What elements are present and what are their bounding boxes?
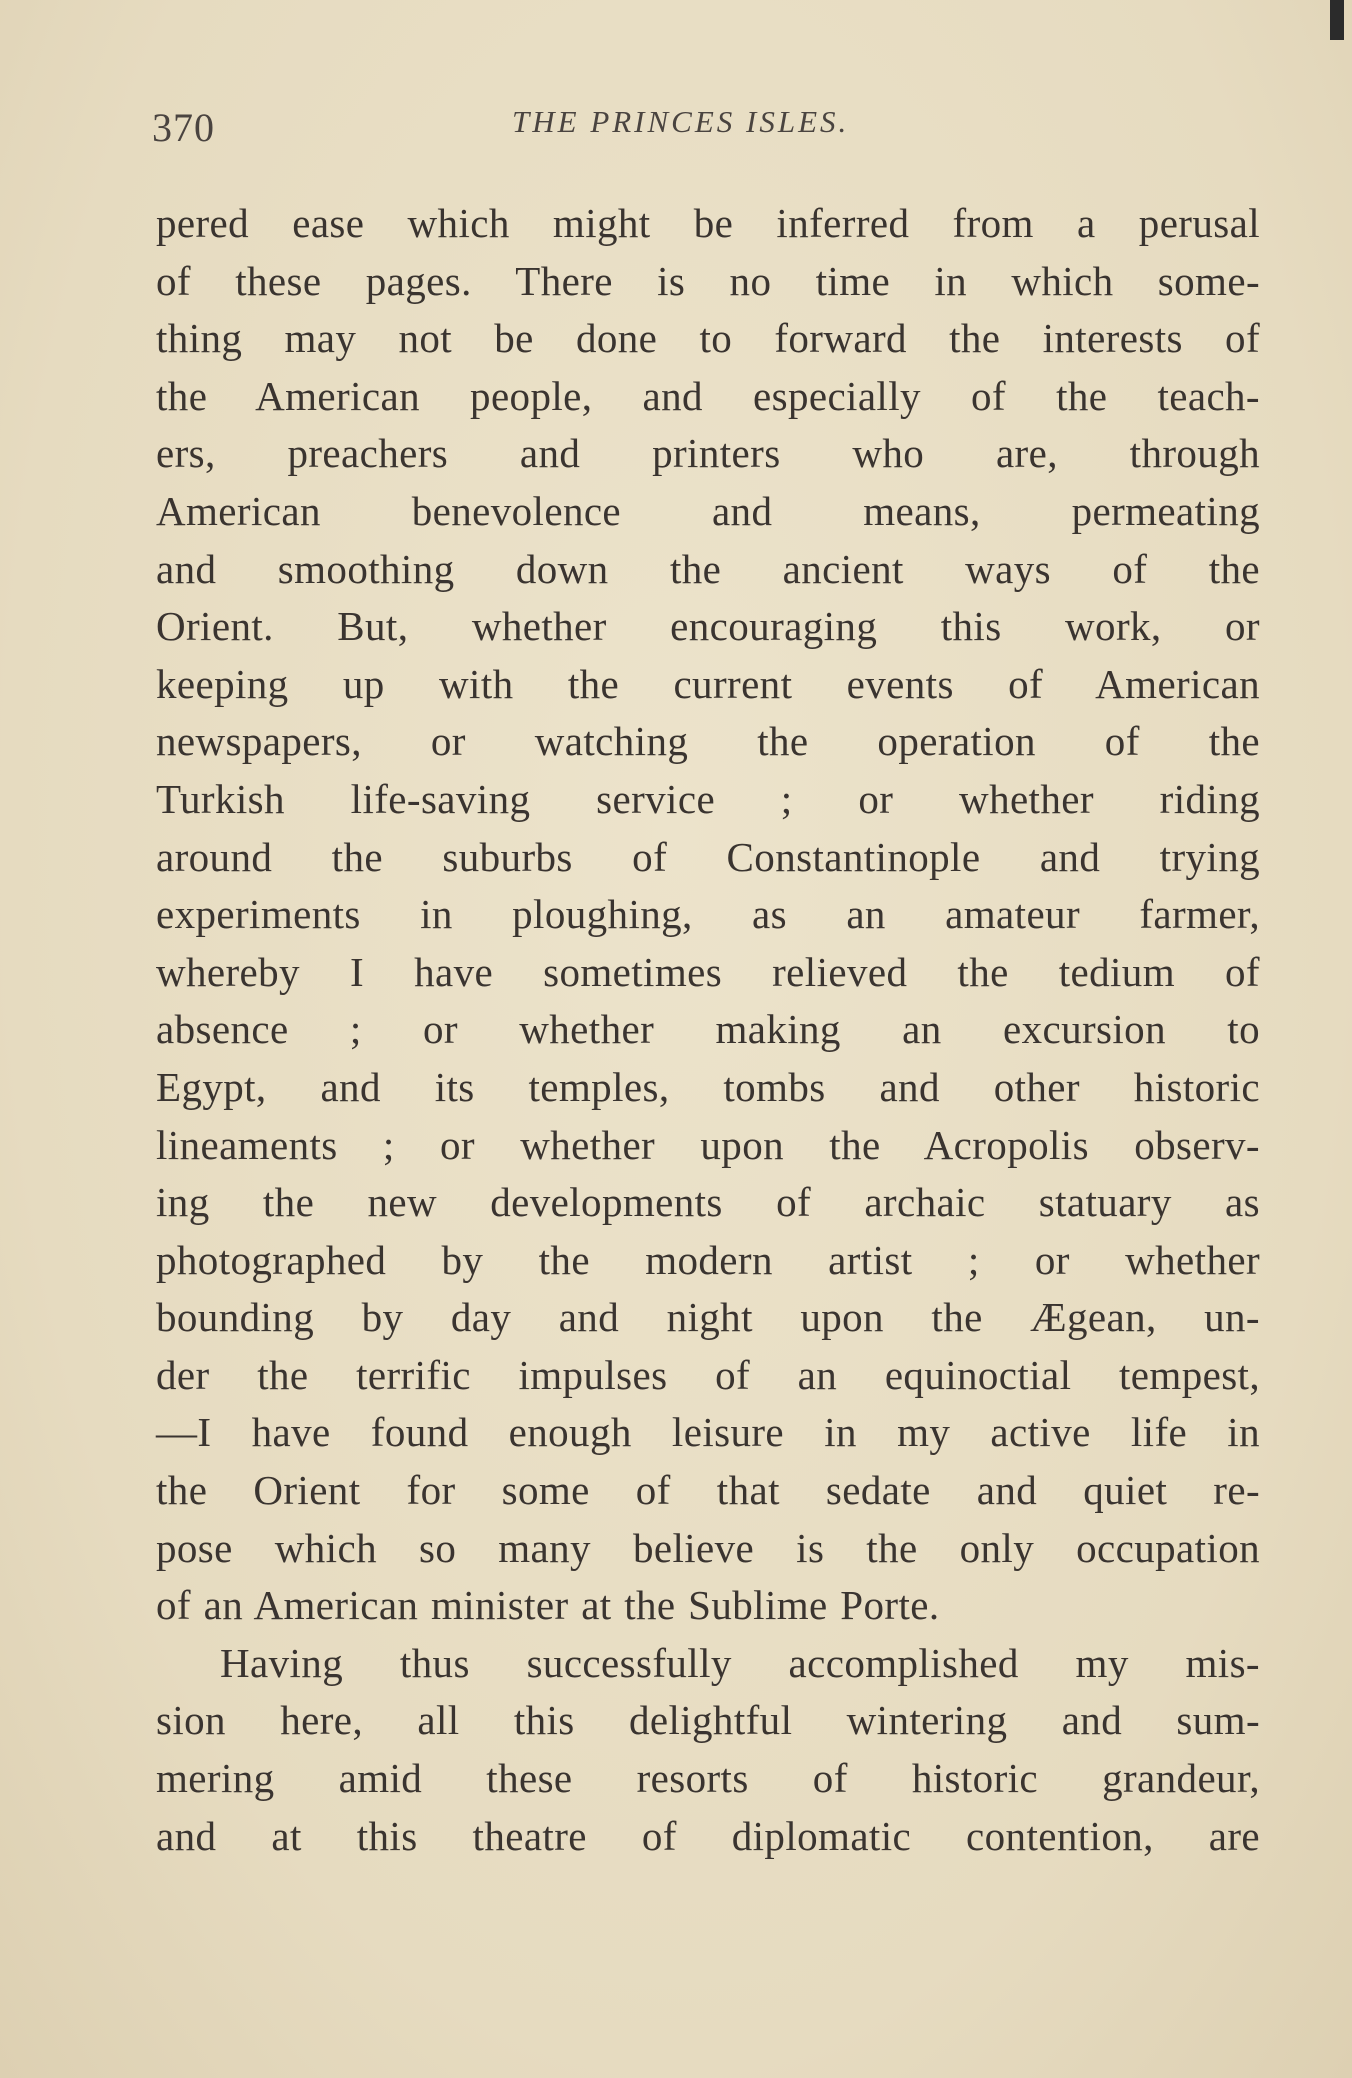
text-line: der the terrific impulses of an equinoctial tempest, — [156, 1351, 1260, 1398]
text-line: and smoothing down the ancient ways of the — [156, 545, 1260, 592]
text-line: Turkish life-saving service ; or whether riding — [156, 775, 1260, 822]
text-line: the Orient for some of that sedate and quiet re- — [156, 1467, 1260, 1514]
text-line: thing may not be done to forward the interests of — [156, 315, 1260, 362]
text-line: —I have found enough leisure in my active life in — [156, 1409, 1260, 1456]
text-line: around the suburbs of Constantinople and trying — [156, 833, 1260, 880]
page-edge-mark — [1330, 0, 1344, 40]
text-line: mering amid these resorts of historic grandeur, — [156, 1755, 1260, 1802]
text-line: American benevolence and means, permeating — [156, 487, 1260, 534]
body-text — [156, 195, 1260, 1865]
text-line: ing the new developments of archaic statuary as — [156, 1179, 1260, 1226]
text-line: Egypt, and its temples, tombs and other historic — [156, 1063, 1260, 1110]
text-line: keeping up with the current events of American — [156, 660, 1260, 707]
text-line: and at this theatre of diplomatic contention, are — [156, 1812, 1260, 1859]
page-header — [152, 100, 1272, 160]
text-line: sion here, all this delightful wintering and sum- — [156, 1697, 1260, 1744]
text-line: ers, preachers and printers who are, through — [156, 430, 1260, 477]
text-line: the American people, and especially of the teach- — [156, 372, 1260, 419]
text-line: of these pages. There is no time in which some- — [156, 257, 1260, 304]
paragraph-start-line: Having thus successfully accomplished my mis- — [220, 1639, 1260, 1686]
running-title: THE PRINCES ISLES. — [512, 104, 850, 139]
text-line: Orient. But, whether encouraging this work, or — [156, 603, 1260, 650]
text-line: whereby I have sometimes relieved the tedium of — [156, 948, 1260, 995]
text-line: absence ; or whether making an excursion to — [156, 1006, 1260, 1053]
text-line: pose which so many believe is the only occupation — [156, 1524, 1260, 1571]
text-line: experiments in ploughing, as an amateur farmer, — [156, 891, 1260, 938]
text-line: pered ease which might be inferred from a perusal — [156, 200, 1260, 246]
text-line: bounding by day and night upon the Ægean, un- — [156, 1294, 1260, 1341]
text-line: photographed by the modern artist ; or whether — [156, 1236, 1260, 1283]
paragraph-end-line: of an American minister at the Sublime Porte. — [156, 1582, 940, 1629]
text-line: newspapers, or watching the operation of the — [156, 718, 1260, 765]
text-line: lineaments ; or whether upon the Acropolis observ- — [156, 1121, 1260, 1168]
page-number: 370 — [152, 105, 215, 150]
